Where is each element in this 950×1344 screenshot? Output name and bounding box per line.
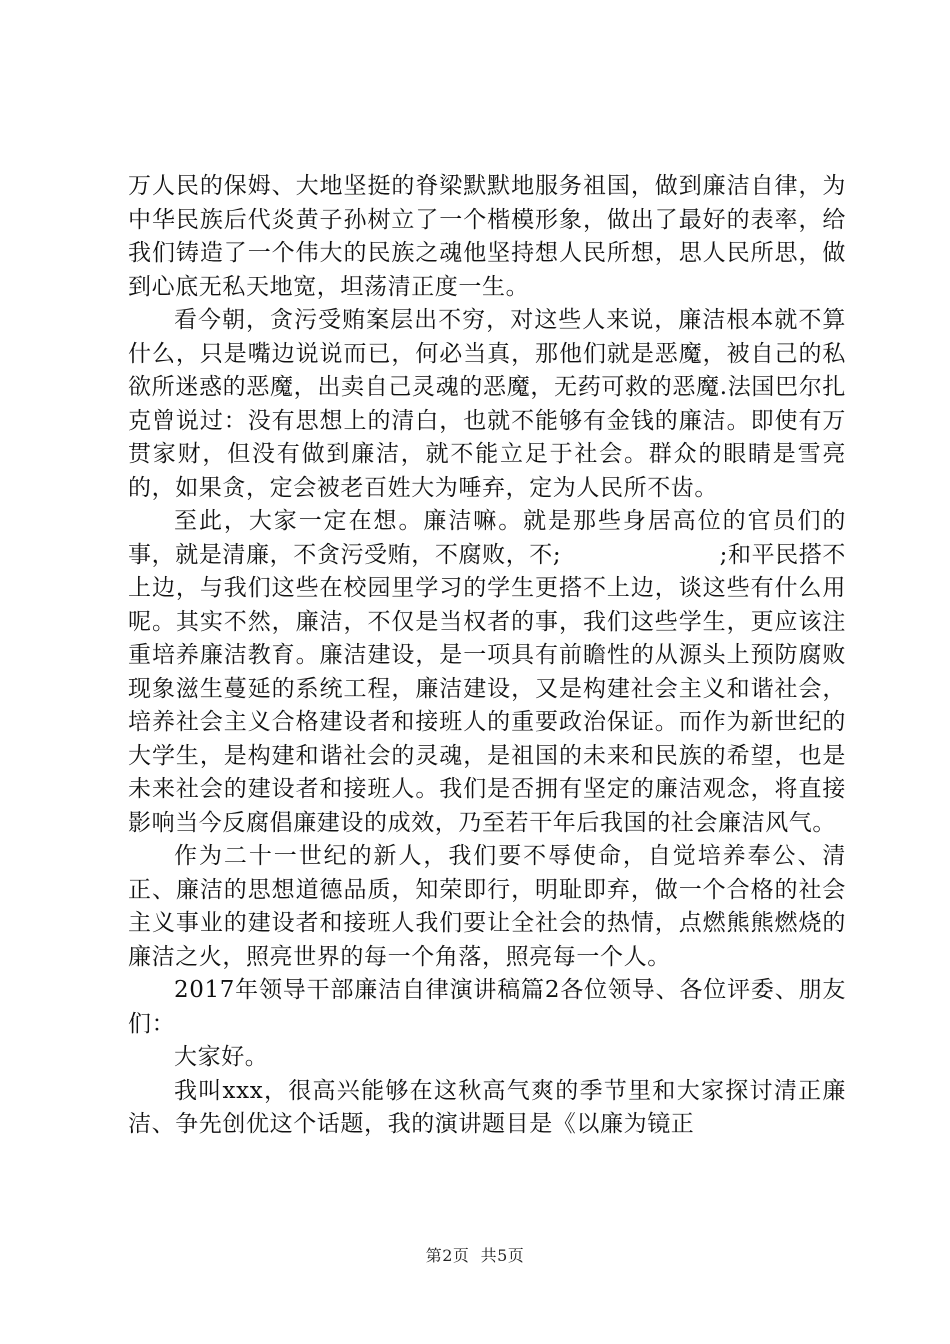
paragraph-4: 作为二十一世纪的新人，我们要不辱使命，自觉培养奉公、清正、廉洁的思想道德品质，知荣即行，明耻即弃，做一个合格的社会主义事业的建设者和接班人我们要让全社会的热情，点燃熊熊燃烧的廉洁之火，照亮世界的每一个角落，照亮每一个人。 — [128, 843, 846, 970]
paragraph-5-heading: 2017年领导干部廉洁自律演讲稿篇2各位领导、各位评委、朋友们： — [128, 977, 846, 1037]
paragraph-2: 看今朝，贪污受贿案层出不穷，对这些人来说，廉洁根本就不算什么，只是嘴边说说而已，何必当真，那他们就是恶魔，被自己的私欲所迷惑的恶魔，出卖自己灵魂的恶魔，无药可救的恶魔.法国巴尔扎克曾说过：没有思想上的清白，也就不能够有金钱的廉洁。即使有万贯家财，但没有做到廉洁，就不能立足于社会。群众的眼睛是雪亮的，如果贪，定会被老百姓大为唾弃，定为人民所不齿。 — [128, 307, 846, 501]
paragraph-1: 万人民的保姆、大地坚挺的脊梁默默地服务祖国，做到廉洁自律，为中华民族后代炎黄子孙树立了一个楷模形象，做出了最好的表率，给我们铸造了一个伟大的民族之魂他坚持想人民所想，思人民所思，做到心底无私天地宽，坦荡清正度一生。 — [128, 173, 846, 300]
paragraph-6-greeting: 大家好。 — [174, 1044, 269, 1070]
page-footer — [0, 1243, 950, 1266]
paragraph-3: 至此，大家一定在想。廉洁嘛。就是那些身居高位的官员们的事，就是清廉，不贪污受贿，不腐败，不; ;和平民搭不上边，与我们这些在校园里学习的学生更搭不上边，谈这些有什么用呢。其实不然，廉洁，不仅是当权者的事，我们这些学生，更应该注重培养廉洁教育。廉洁建设，是一项具有前瞻性的从源头上预防腐败现象滋生蔓延的系统工程，廉洁建设，又是构建社会主义和谐社会，培养社会主义合格建设者和接班人的重要政治保证。而作为新世纪的大学生，是构建和谐社会的灵魂，是祖国的未来和民族的希望，也是未来社会的建设者和接班人。我们是否拥有坚定的廉洁观念，将直接影响当今反腐倡廉建设的成效，乃至若干年后我国的社会廉洁风气。 — [128, 508, 846, 836]
document-body — [128, 170, 846, 1142]
page-number-label: 第2页 共5页 — [425, 1246, 525, 1265]
paragraph-7: 我叫xxx，很高兴能够在这秋高气爽的季节里和大家探讨清正廉洁、争先创优这个话题，我的演讲题目是《以廉为镜正 — [128, 1077, 846, 1137]
